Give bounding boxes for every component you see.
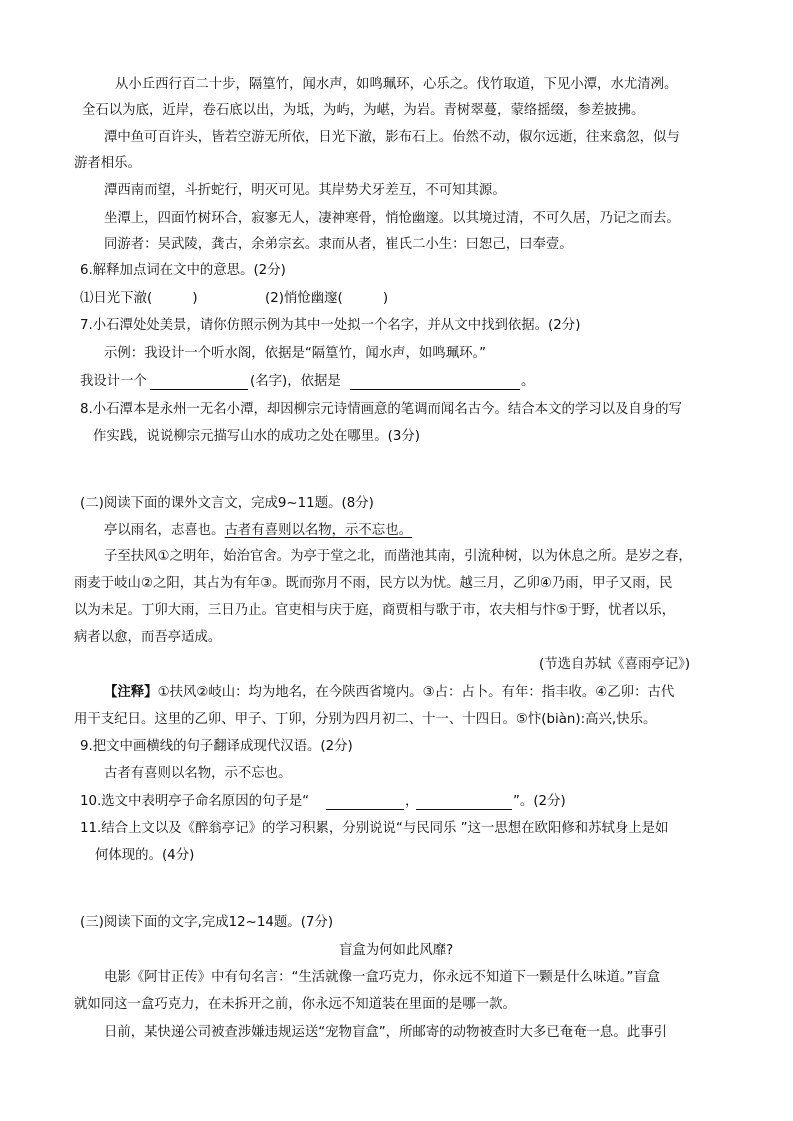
note-label: 【注释】: [104, 685, 158, 700]
section2-line: [104, 521, 412, 541]
question-6-stem: 6.解释加点词在文中的意思。(2分): [80, 263, 286, 278]
answer-blank[interactable]: [350, 389, 520, 390]
text: 亭以雨名，志喜也。: [104, 523, 225, 538]
question-7-fill-a: 我设计一个: [80, 374, 147, 389]
source-citation: (节选自苏轼《喜雨亭记》): [539, 657, 691, 672]
passage1-line: 坐潭上，四面竹树环合，寂寥无人，凄神寒骨，悄怆幽邃。以其境过清，不可久居，乃记之而去。: [104, 211, 680, 226]
question-9-sentence: 古者有喜则以名物，示不忘也。: [104, 766, 292, 781]
question-6b: (2)悄怆幽邃( ): [265, 291, 389, 306]
section-2-heading: (二)阅读下面的课外文言文，完成9~11题。(8分): [80, 496, 374, 511]
question-7-fill-c: 。: [521, 374, 535, 389]
article-line: 日前，某快递公司被查涉嫌违规运送“宠物盲盒”，所邮寄的动物被查时大多已奄奄一息。此事引: [104, 1025, 667, 1040]
question-8-stem: 8.小石潭本是永州一无名小潭，却因柳宗元诗情画意的笔调而闻名古今。结合本文的学习以及自身的写: [80, 402, 682, 417]
section2-line: 雨麦于岐山②之阳，其占为有年③。既而弥月不雨，民方以为忧。越三月，乙卯④乃雨，甲子又雨，民: [74, 576, 673, 591]
article-line: 就如同这一盒巧克力，在未拆开之前，你永远不知道装在里面的是哪一款。: [74, 997, 516, 1012]
question-10-stem-c: ”。(2分): [513, 794, 566, 809]
underlined-sentence: 古者有喜则以名物，示不忘也。: [224, 523, 412, 538]
passage1-line: 潭西南而望，斗折蛇行，明灭可见。其岸势犬牙差互，不可知其源。: [104, 183, 506, 198]
question-10-stem-b: ，: [405, 794, 419, 809]
passage1-line: 同游者：吴武陵，龚古，余弟宗玄。隶而从者，崔氏二小生：曰恕己，曰奉壹。: [104, 237, 573, 252]
question-8-stem: 作实践，说说柳宗元描写山水的成功之处在哪里。(3分): [93, 429, 420, 444]
passage1-line: 游者相乐。: [74, 156, 141, 171]
section2-line: 以为未足。丁卯大雨，三日乃止。官吏相与庆于庭，商贾相与歌于市，农夫相与忭⑤于野，忧者以乐，: [74, 603, 676, 618]
question-7-stem: 7.小石潭处处美景，请你仿照示例为其中一处拟一个名字，并从文中找到依据。(2分): [80, 318, 581, 333]
question-6a: ⑴日光下澈( ): [80, 291, 198, 306]
passage1-line: 从小丘西行百二十步，隔篁竹，闻水声，如鸣珮环，心乐之。伐竹取道，下见小潭，水尤清冽。: [115, 77, 678, 92]
question-11-stem: 何体现的。(4分): [95, 848, 195, 863]
section-3-heading: (三)阅读下面的文字,完成12~14题。(7分): [80, 915, 334, 930]
answer-blank[interactable]: [326, 809, 404, 810]
section2-line: 子至扶风①之明年，始治官舍。为亭于堂之北，而凿池其南，引流种树，以为休息之所。是岁之春，: [104, 549, 692, 564]
section2-line: 病者以愈，而吾亭适成。: [74, 630, 222, 645]
question-9-stem: 9.把文中画横线的句子翻译成现代汉语。(2分): [80, 739, 353, 754]
passage1-line: 全石以为底，近岸，卷石底以出，为坻，为屿，为嵁，为岩。青树翠蔓，蒙络摇缀，参差披拂。: [82, 103, 645, 118]
passage1-line: 潭中鱼可百许头，皆若空游无所依，日光下澈，影布石上。佁然不动，俶尔远逝，往来翕忽，似与: [104, 130, 680, 145]
answer-blank[interactable]: [416, 809, 512, 810]
note-text: ①扶风②岐山：均为地名，在今陕西省境内。③占：占卜。有年：指丰收。④乙卯：古代: [157, 685, 675, 700]
question-7-example: 示例：我设计一个听水阁，依据是“隔篁竹，闻水声，如鸣珮环。”: [104, 346, 487, 361]
answer-blank[interactable]: [150, 389, 248, 390]
note-line: 用干支纪日。这里的乙卯、甲子、丁卯，分别为四月初二、十一、十四日。⑤忭(biàn):高兴,快乐。: [74, 712, 657, 727]
article-line: 电影《阿甘正传》中有句名言：“生活就像一盒巧克力，你永远不知道下一颗是什么味道。”盲盒: [104, 970, 661, 985]
question-10-stem-a: 10.选文中表明亭子命名原因的句子是“: [80, 794, 310, 809]
note-line: [104, 683, 674, 703]
question-7-fill-b: (名字)，依据是: [250, 374, 341, 389]
article-title: 盲盒为何如此风靡?: [339, 943, 454, 958]
question-11-stem: 11.结合上文以及《醉翁亭记》的学习积累，分别说说“与民同乐 ”这一思想在欧阳修和苏轼身上是如: [80, 821, 669, 836]
